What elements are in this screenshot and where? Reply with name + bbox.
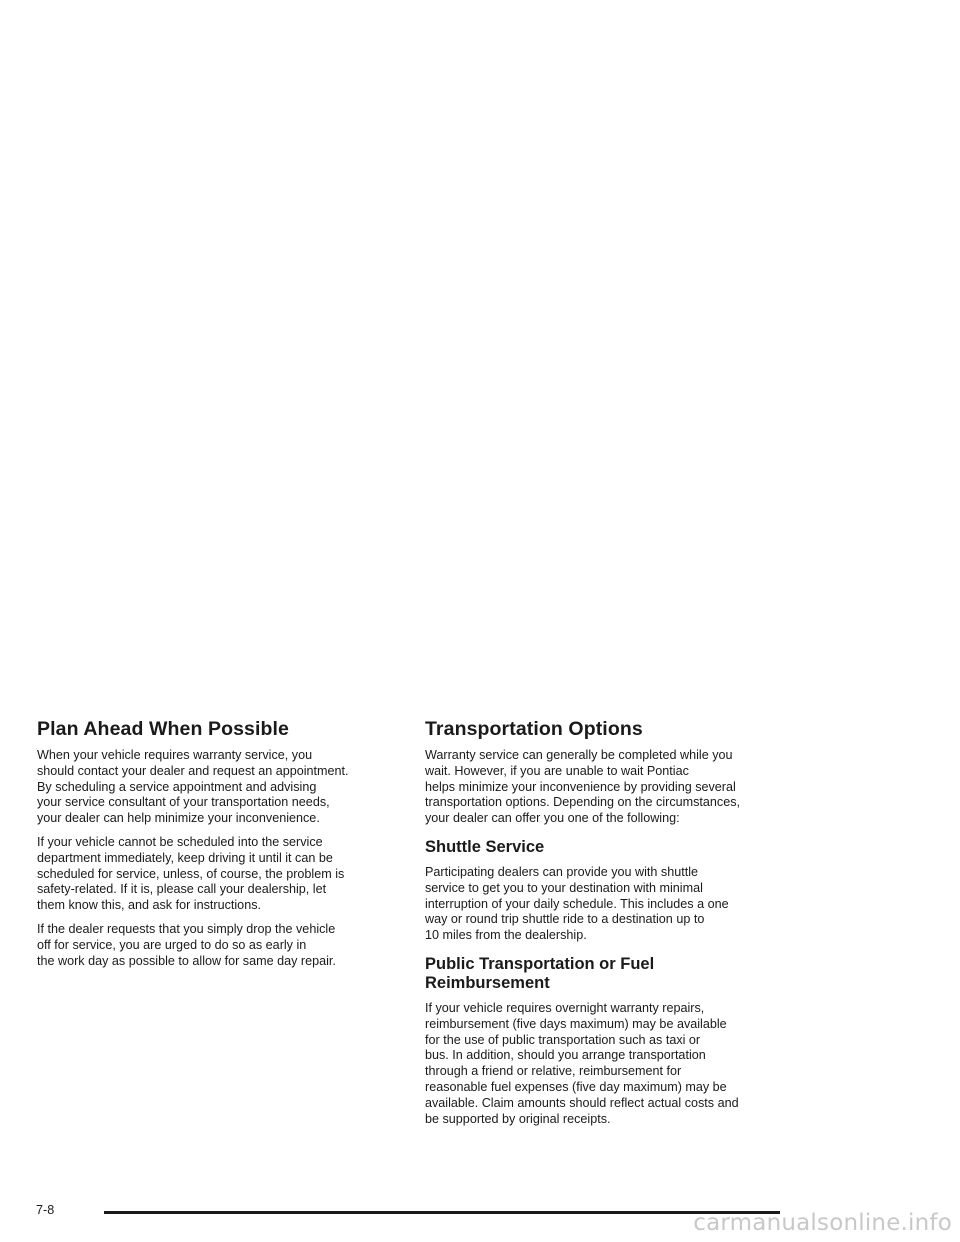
paragraph-warranty-appointment [37,748,397,827]
footer-divider [104,1211,780,1214]
text-line: department immediately, keep driving it until it can be [37,850,333,865]
page-number: 7-8 [36,1203,55,1217]
text-line: helps minimize your inconvenience by providing several [425,779,736,794]
text-line: the work day as possible to allow for same day repair. [37,953,336,968]
text-line: bus. In addition, should you arrange transportation [425,1048,706,1063]
text-line: reasonable fuel expenses (five day maximum) may be [425,1079,727,1094]
text-line: 10 miles from the dealership. [425,928,587,943]
text-line: If your vehicle requires overnight warranty repairs, [425,1000,705,1015]
text-line: available. Claim amounts should reflect actual costs and [425,1095,739,1110]
text-line: transportation options. Depending on the circumstances, [425,795,741,810]
heading-line: Public Transportation or Fuel [425,954,655,973]
text-line: off for service, you are urged to do so as early in [37,937,307,952]
paragraph-public-transportation [425,1001,787,1127]
paragraph-drop-off [37,922,397,969]
text-line: interruption of your daily schedule. This includes a one [425,896,729,911]
left-column [37,718,397,977]
text-line: By scheduling a service appointment and advising [37,779,317,794]
text-line: your service consultant of your transportation needs, [37,795,330,810]
text-line: When your vehicle requires warranty service, you [37,748,313,762]
text-line: scheduled for service, unless, of course, the problem is [37,866,345,881]
text-line: reimbursement (five days maximum) may be available [425,1016,727,1031]
watermark: carmanualsonline.info [693,1210,952,1236]
text-line: should contact your dealer and request an appointment. [37,763,349,778]
text-line: be supported by original receipts. [425,1111,611,1126]
subheading-shuttle-service: Shuttle Service [425,837,545,856]
text-line: them know this, and ask for instructions. [37,898,261,913]
paragraph-shuttle-service [425,865,787,944]
text-line: Participating dealers can provide you with shuttle [425,864,699,879]
paragraph-keep-driving [37,835,397,914]
text-line: If the dealer requests that you simply drop the vehicle [37,921,336,936]
text-line: through a friend or relative, reimbursement for [425,1064,682,1079]
text-line: If your vehicle cannot be scheduled into the service [37,834,323,849]
text-line: service to get you to your destination with minimal [425,880,703,895]
section-heading-transportation-options: Transportation Options [425,718,643,740]
subheading-public-transportation [425,955,787,993]
heading-line: Reimbursement [425,973,550,992]
text-line: your dealer can help minimize your inconvenience. [37,811,320,826]
text-line: safety-related. If it is, please call your dealership, let [37,882,327,897]
text-line: for the use of public transportation such as taxi or [425,1032,701,1047]
paragraph-transportation-intro [425,748,787,827]
right-column [425,718,787,1135]
section-heading-plan-ahead: Plan Ahead When Possible [37,718,289,740]
text-line: way or round trip shuttle ride to a destination up to [425,912,705,927]
text-line: your dealer can offer you one of the following: [425,811,680,826]
text-line: wait. However, if you are unable to wait Pontiac [425,763,689,778]
text-line: Warranty service can generally be completed while you [425,748,733,762]
